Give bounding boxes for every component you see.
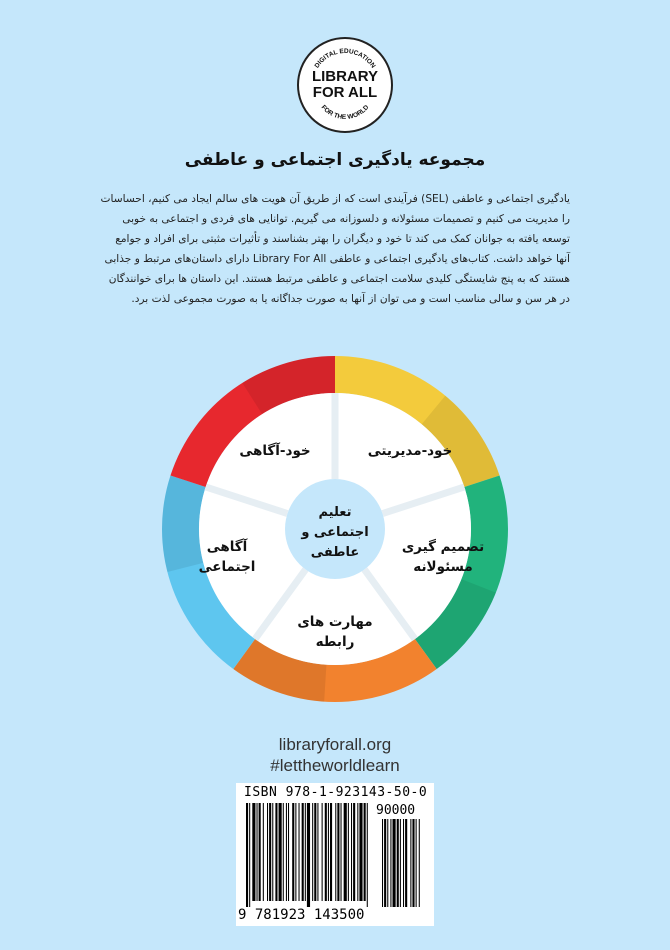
barcode-bar [292,803,294,901]
logo-line-2: FOR ALL [312,84,378,101]
description-line: یادگیری اجتماعی و عاطفی (SEL) فرآیندی است که از طریق آن هویت های سالم ایجاد می کنیم، احساسات [100,193,570,205]
barcode-bar [305,803,306,901]
barcode-bar [249,803,250,907]
barcode-bar [286,803,287,901]
segment-label-self-management [355,441,465,461]
barcode-bar [307,803,310,907]
barcode-bars [246,803,426,907]
logo-arc-bottom: FOR THE WORLD [319,103,371,122]
website-url[interactable]: libraryforall.org [278,735,392,754]
barcode-bar [279,803,282,901]
barcode-bar [359,803,362,901]
segment-label-line: مسئولانه [413,559,473,575]
barcode-bar [283,803,284,901]
barcode-number: 9 781923 143500 [238,907,365,923]
barcode-bar [257,803,258,901]
barcode-addon-bar [390,819,391,907]
barcode-bar [325,803,327,901]
segment-label-responsible-decision-making [388,537,498,577]
segment-label-line: خود-آگاهی [239,443,311,459]
barcode-addon: 90000 [376,803,416,818]
barcode-addon-bar [393,819,396,907]
segment-label-line: خود-مدیریتی [367,443,453,459]
logo-arc-top: DIGITAL EDUCATION [313,47,377,70]
barcode-bar [288,803,289,901]
segment-label-line: اجتماعی [198,559,256,575]
isbn-label: ISBN 978-1-923143-50-0 [244,785,428,800]
logo-line-1: LIBRARY [311,68,379,85]
hashtag: #lettheworldlearn [270,756,400,775]
barcode-bar [269,803,271,901]
barcode-bar [267,803,268,901]
barcode-bar [367,803,368,907]
center-label-line: تعلیم [318,505,352,520]
barcode-addon-bar [387,819,388,907]
barcode-bar [272,803,273,901]
barcode-addon-bar [382,819,383,907]
barcode-bar [322,803,323,901]
barcode-bar [353,803,355,901]
barcode-bar [330,803,332,901]
barcode-bar [259,803,261,901]
barcode-addon-bar [400,819,401,907]
barcode-addon-bar [397,819,399,907]
page-title: مجموعه یادگیری اجتماعی و عاطفی [184,150,486,170]
center-label-line: عاطفی [310,545,360,560]
barcode-bar [295,803,296,901]
segment-label-line: تصمیم گیری [401,539,485,555]
barcode-bar [348,803,349,901]
segment-label-line: مهارت های [297,614,373,630]
barcode-bar [341,803,342,901]
barcode-bar [328,803,329,901]
barcode-bar [335,803,336,901]
barcode-addon-bar [412,819,414,907]
description-line: توسعه یافته به جوانان کمک می کند تا خود و دیگران را بهتر بشناسند و تأثیرات مثبتی برای افراد و جوامع [115,233,570,245]
barcode-addon-bar [419,819,420,907]
segment-label-relationship-skills [280,612,390,652]
description-line: را مدیریت می کنیم و تصمیمات مسئولانه و دلسوزانه می گیریم. توانایی های فردی و اجتماعی به خوبی [122,213,570,225]
barcode-addon-bar [405,819,407,907]
barcode-bar [351,803,352,901]
barcode-bar [252,803,255,901]
description-line: در هر سن و سالی مناسب است و می توان از آنها به صورت جداگانه یا به صورت مجموعی لذت برد. [131,293,570,305]
barcode-addon-bar [416,819,417,907]
description-line: هستند که به پنج شایستگی کلیدی سلامت اجتماعی و عاطفی مرتبط هستند. این داستان ها برای خوانندگان [108,273,570,285]
barcode-bar [302,803,304,901]
barcode-bar [314,803,316,901]
segment-label-social-awareness [172,537,282,577]
barcode-bar [344,803,347,901]
barcode-bar [317,803,318,901]
isbn-barcode [236,783,434,926]
description-line: آنها خواهد داشت. کتاب‌های یادگیری اجتماعی و عاطفی Library For All دارای داستان‌های مرتبط و جذابی [104,253,570,265]
barcode-bar [312,803,313,901]
barcode-addon-bar [384,819,386,907]
segment-label-line: آگاهی [206,539,248,555]
wheel-center-label [280,503,390,563]
segment-label-self-awareness [220,441,330,461]
barcode-addon-bar [403,819,404,907]
barcode-bar [364,803,366,901]
barcode-bar [246,803,248,907]
barcode-bar [337,803,339,901]
barcode-addon-bar [410,819,411,907]
barcode-bar [263,803,264,901]
center-label-line: اجتماعی و [301,525,369,540]
barcode-bar [299,803,300,901]
barcode-bar [275,803,277,901]
segment-label-line: رابطه [315,634,355,650]
barcode-bar [357,803,358,901]
